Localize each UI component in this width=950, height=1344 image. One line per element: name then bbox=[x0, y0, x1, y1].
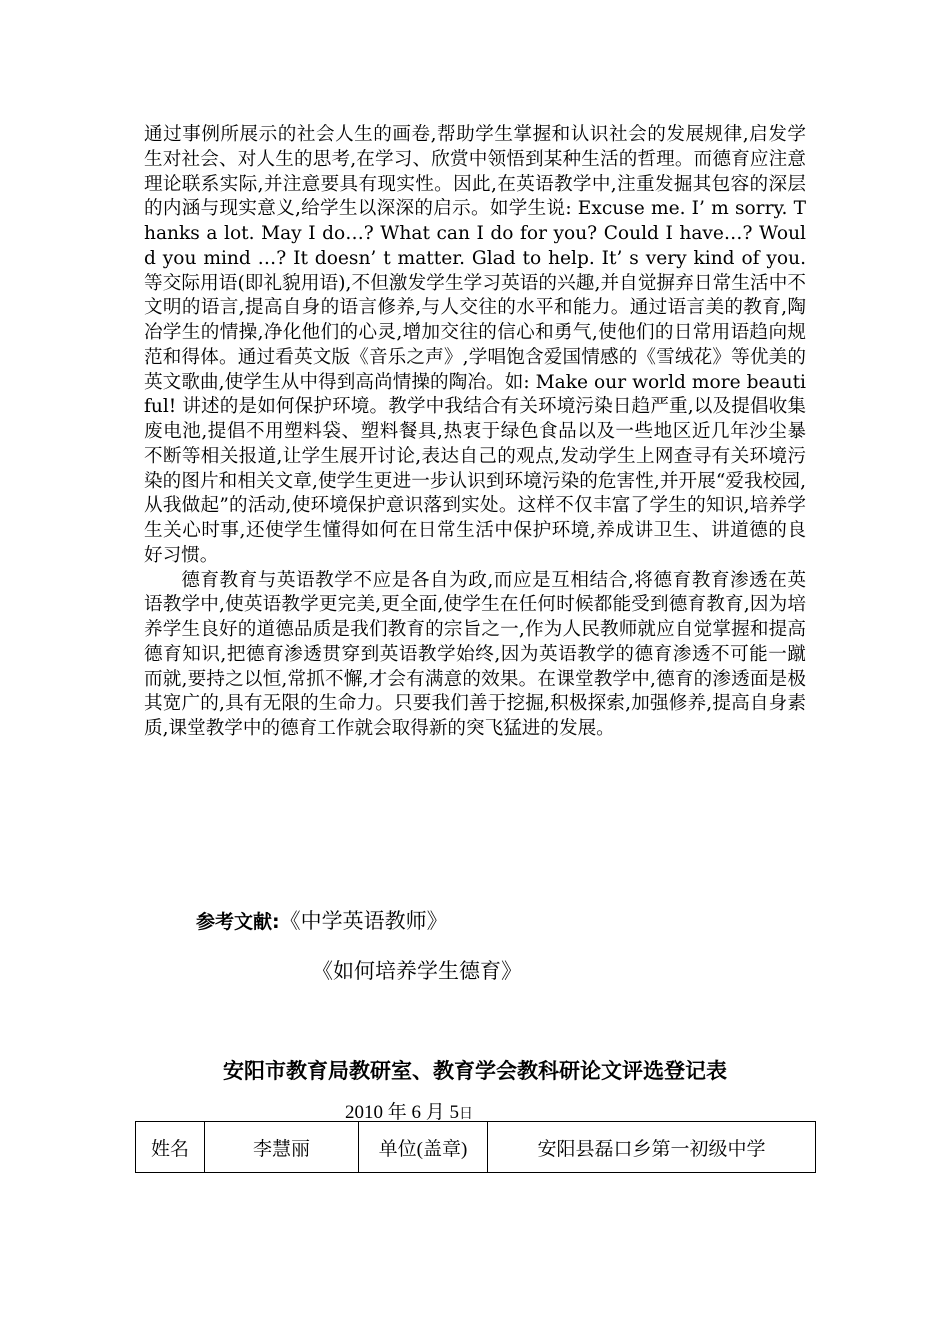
unit-value-cell: 安阳县磊口乡第一初级中学 bbox=[488, 1122, 816, 1173]
reference-1: 《中学英语教师》 bbox=[279, 909, 448, 933]
reference-2: 《如何培养学生德育》 bbox=[312, 959, 522, 983]
table-row bbox=[136, 1122, 816, 1173]
paragraph-1: 通过事例所展示的社会人生的画卷,帮助学生掌握和认识社会的发展规律,启发学生对社会、对人生的思考,在学习、欣赏中领悟到某种生活的哲理。而德育应注意理论联系实际,并注意要具有现实性。因此,在英语教学中,注重发掘其包容的深层的内涵与现实意义,给学生以深深的启示。如学生说: Excuse me. I’ m sorry. Thanks a lot. May I do…? What can I do for you? Could I have…? Would you mind …? It doesn’ t matter. Glad to help. It’ s very kind of you.等交际用语(即礼貌用语),不但激发学生学习英语的兴趣,并自觉摒弃日常生活中不文明的语言,提高自身的语言修养,与人交往的水平和能力。通过语言美的教育,陶冶学生的情操,净化他们的心灵,增加交往的信心和勇气,使他们的日常用语趋向规范和得体。通过看英文版《音乐之声》,学唱饱含爱国情感的《雪绒花》等优美的英文歌曲,使学生从中得到高尚情操的陶冶。如: Make our world more beautiful! 讲述的是如何保护环境。教学中我结合有关环境污染日趋严重,以及提倡收集废电池,提倡不用塑料袋、塑料餐具,热衷于绿色食品以及一些地区近几年沙尘暴不断等相关报道,让学生展开讨论,表达自己的观点,发动学生上网查寻有关环境污染的图片和相关文章,使学生更进一步认识到环境污染的危害性,并开展“爱我校园,从我做起”的活动,使环境保护意识落到实处。这样不仅丰富了学生的知识,培养学生关心时事,还使学生懂得如何在日常生活中保护环境,养成讲卫生、讲道德的良好习惯。 bbox=[144, 124, 806, 566]
form-date-suffix: 日 bbox=[459, 1107, 474, 1122]
name-value-cell: 李慧丽 bbox=[205, 1122, 359, 1173]
paragraph-2: 德育教育与英语教学不应是各自为政,而应是互相结合,将德育教育渗透在英语教学中,使英语教学更完美,更全面,使学生在任何时候都能受到德育教育,因为培养学生良好的道德品质是我们教育的宗旨之一,作为人民教师就应自觉掌握和提高德育知识,把德育渗透贯穿到英语教学始终,因为英语教学的德育渗透不可能一蹴而就,要持之以恒,常抓不懈,才会有满意的效果。在课堂教学中,德育的渗透面是极其宽广的,具有无限的生命力。只要我们善于挖掘,积极探索,加强修养,提高自身素质,课堂教学中的德育工作就会取得新的突飞猛进的发展。 bbox=[144, 569, 806, 739]
form-date-main: 2010 年 6 月 5 bbox=[345, 1102, 460, 1123]
name-label-cell: 姓名 bbox=[136, 1122, 205, 1173]
form-date bbox=[345, 1097, 473, 1124]
registration-table bbox=[135, 1121, 816, 1173]
unit-label-cell: 单位(盖章) bbox=[359, 1122, 488, 1173]
references-label: 参考文献: bbox=[196, 911, 280, 933]
body-text bbox=[144, 123, 806, 742]
references bbox=[196, 906, 448, 937]
form-title: 安阳市教育局教研室、教育学会教科研论文评选登记表 bbox=[223, 1059, 727, 1083]
